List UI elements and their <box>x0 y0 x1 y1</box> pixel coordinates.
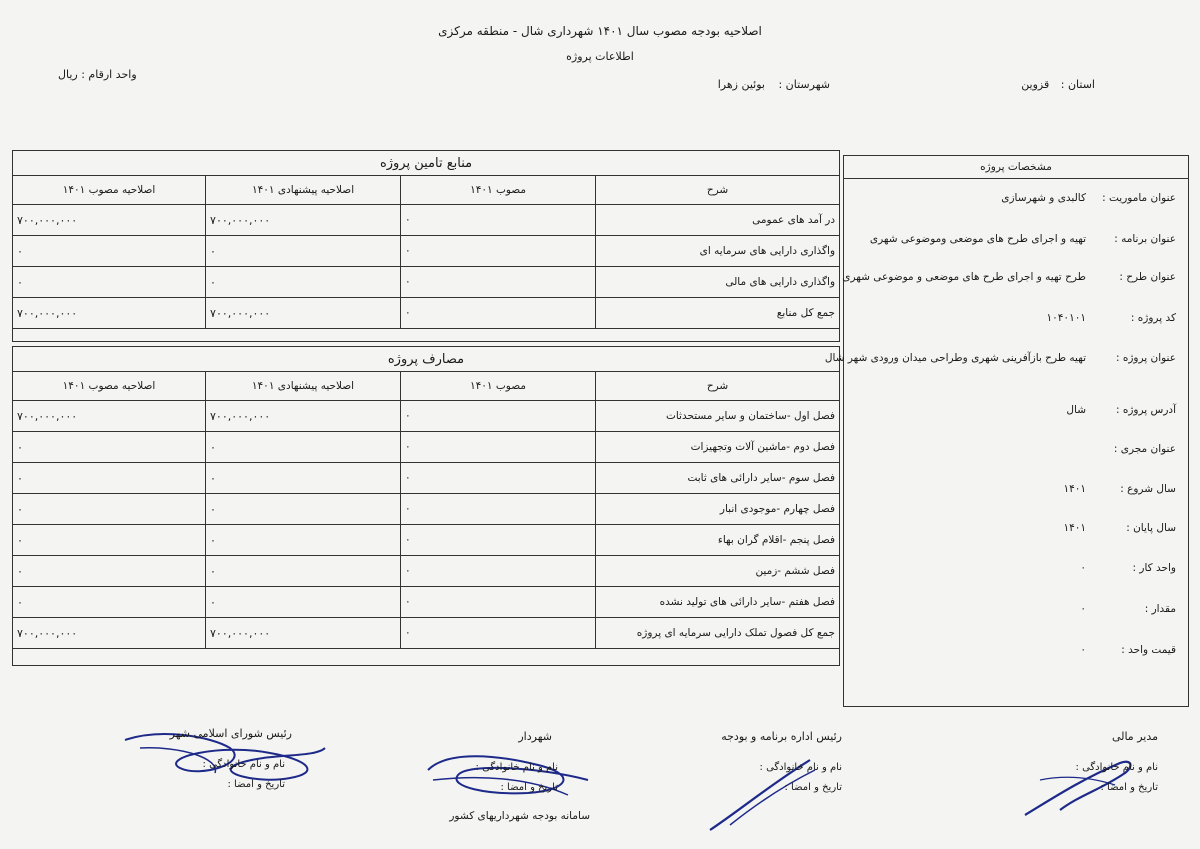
row-approved: ۰ <box>401 298 596 329</box>
sources-table <box>12 150 840 329</box>
row-description: فصل چهارم -موجودی انبار <box>596 494 840 525</box>
city-label: شهرستان : <box>778 78 830 91</box>
row-proposed: ۷۰۰,۰۰۰,۰۰۰ <box>206 298 401 329</box>
sources-caption: منابع تامین پروژه <box>13 151 840 176</box>
row-final: ۷۰۰,۰۰۰,۰۰۰ <box>13 401 206 432</box>
mali-title: مدیر مالی <box>1111 730 1158 743</box>
province-label: استان : <box>1060 78 1095 91</box>
project-detail-row <box>844 233 1188 251</box>
col-header: شرح <box>596 176 840 205</box>
row-final: ۰ <box>13 494 206 525</box>
costs-caption: مصارف پروژه <box>13 347 840 372</box>
project-detail-row <box>844 404 1188 422</box>
sources-header-row <box>13 176 840 205</box>
col-header: مصوب ۱۴۰۱ <box>401 372 596 401</box>
row-final: ۷۰۰,۰۰۰,۰۰۰ <box>13 618 206 649</box>
col-header: اصلاحیه پیشنهادی ۱۴۰۱ <box>206 176 401 205</box>
project-detail-value: شال <box>1066 404 1086 416</box>
mayor-signature-icon <box>418 745 598 805</box>
sources-row <box>13 298 840 329</box>
row-approved: ۰ <box>401 556 596 587</box>
sources-row <box>13 267 840 298</box>
row-approved: ۰ <box>401 205 596 236</box>
costs-table <box>12 346 840 649</box>
council-date: تاریخ و امضا : <box>227 779 285 790</box>
costs-row <box>13 618 840 649</box>
row-approved: ۰ <box>401 401 596 432</box>
row-description: جمع کل فصول تملک دارایی سرمایه ای پروژه <box>596 618 840 649</box>
row-final: ۰ <box>13 236 206 267</box>
costs-row <box>13 525 840 556</box>
council-name: نام و نام خانوادگی : <box>202 759 285 770</box>
project-detail-value: طرح تهیه و اجرای طرح های موضعی و موضوعی شهری <box>842 271 1086 283</box>
costs-header-row <box>13 372 840 401</box>
row-approved: ۰ <box>401 494 596 525</box>
budget-title: رئیس اداره برنامه و بودجه <box>721 730 842 743</box>
row-final: ۷۰۰,۰۰۰,۰۰۰ <box>13 298 206 329</box>
city-value: بوئین زهرا <box>717 78 765 91</box>
project-detail-label: عنوان طرح : <box>1119 271 1176 283</box>
row-description: واگذاری دارایی های مالی <box>596 267 840 298</box>
row-proposed: ۰ <box>206 525 401 556</box>
costs-row <box>13 587 840 618</box>
mayor-title: شهردار <box>518 730 552 743</box>
system-footer: سامانه بودجه شهرداریهای کشور <box>449 810 590 822</box>
row-proposed: ۰ <box>206 556 401 587</box>
project-detail-label: عنوان مجری : <box>1113 443 1176 455</box>
page-subtitle: اطلاعات پروژه <box>566 50 634 63</box>
row-approved: ۰ <box>401 525 596 556</box>
row-final: ۰ <box>13 463 206 494</box>
col-header: اصلاحیه مصوب ۱۴۰۱ <box>13 176 206 205</box>
row-description: فصل دوم -ماشین آلات وتجهیزات <box>596 432 840 463</box>
project-detail-row <box>844 603 1188 621</box>
row-approved: ۰ <box>401 618 596 649</box>
row-final: ۷۰۰,۰۰۰,۰۰۰ <box>13 205 206 236</box>
project-detail-row <box>844 312 1188 330</box>
row-approved: ۰ <box>401 587 596 618</box>
project-detail-label: عنوان ماموریت : <box>1102 192 1176 204</box>
mali-name: نام و نام خانوادگی : <box>1075 762 1158 773</box>
project-detail-value: تهیه طرح بازآفرینی شهری وطراحی میدان ورودی شهر شال <box>824 352 1086 364</box>
page-title: اصلاحیه بودجه مصوب سال ۱۴۰۱ شهرداری شال - منطقه مرکزی <box>438 24 762 38</box>
row-final: ۰ <box>13 267 206 298</box>
project-detail-row <box>844 483 1188 501</box>
project-detail-value: ۱۴۰۱ <box>1063 483 1086 495</box>
province-field <box>1021 78 1095 91</box>
project-detail-value: تهیه و اجرای طرح های موضعی وموضوعی شهری <box>869 233 1086 245</box>
mayor-name: نام و نام خانوادگی : <box>475 762 558 773</box>
project-detail-label: عنوان برنامه : <box>1114 233 1176 245</box>
project-detail-label: عنوان پروژه : <box>1115 352 1176 364</box>
row-proposed: ۷۰۰,۰۰۰,۰۰۰ <box>206 401 401 432</box>
col-header: شرح <box>596 372 840 401</box>
row-proposed: ۰ <box>206 463 401 494</box>
row-proposed: ۷۰۰,۰۰۰,۰۰۰ <box>206 205 401 236</box>
row-description: فصل اول -ساختمان و سایر مستحدثات <box>596 401 840 432</box>
project-detail-value: ۱۴۰۱ <box>1063 522 1086 534</box>
row-proposed: ۰ <box>206 267 401 298</box>
province-value: قزوین <box>1021 78 1050 91</box>
project-detail-row <box>844 522 1188 540</box>
row-final: ۰ <box>13 587 206 618</box>
sources-row <box>13 236 840 267</box>
project-detail-row <box>844 562 1188 580</box>
row-description: واگذاری دارایی های سرمایه ای <box>596 236 840 267</box>
row-approved: ۰ <box>401 267 596 298</box>
project-detail-label: واحد کار : <box>1132 562 1176 574</box>
project-detail-label: مقدار : <box>1144 603 1176 615</box>
row-proposed: ۷۰۰,۰۰۰,۰۰۰ <box>206 618 401 649</box>
row-final: ۰ <box>13 432 206 463</box>
project-detail-row <box>844 192 1188 210</box>
row-proposed: ۰ <box>206 587 401 618</box>
project-detail-row <box>844 443 1188 461</box>
project-detail-value: ۰ <box>1080 644 1086 656</box>
row-proposed: ۰ <box>206 494 401 525</box>
project-details-header: مشخصات پروژه <box>844 156 1188 179</box>
project-detail-value: کالبدی و شهرسازی <box>1001 192 1086 204</box>
row-description: فصل سوم -سایر دارائی های ثابت <box>596 463 840 494</box>
project-detail-value: ۰ <box>1080 603 1086 615</box>
row-description: در آمد های عمومی <box>596 205 840 236</box>
project-detail-label: سال پایان : <box>1126 522 1176 534</box>
col-header: اصلاحیه مصوب ۱۴۰۱ <box>13 372 206 401</box>
project-detail-row <box>844 644 1188 662</box>
project-detail-value: ۰ <box>1080 562 1086 574</box>
project-detail-label: سال شروع : <box>1120 483 1176 495</box>
row-approved: ۰ <box>401 432 596 463</box>
row-proposed: ۰ <box>206 432 401 463</box>
row-approved: ۰ <box>401 236 596 267</box>
col-header: مصوب ۱۴۰۱ <box>401 176 596 205</box>
project-detail-row <box>844 271 1188 289</box>
costs-row <box>13 556 840 587</box>
row-proposed: ۰ <box>206 236 401 267</box>
project-detail-row <box>824 352 1188 370</box>
row-final: ۰ <box>13 525 206 556</box>
mali-date: تاریخ و امضا : <box>1100 782 1158 793</box>
project-detail-label: قیمت واحد : <box>1121 644 1176 656</box>
budget-date: تاریخ و امضا : <box>784 782 842 793</box>
council-title: رئیس شورای اسلامی شهر <box>169 727 292 740</box>
project-details-panel <box>824 155 1189 707</box>
row-description: فصل پنجم -اقلام گران بهاء <box>596 525 840 556</box>
mayor-date: تاریخ و امضا : <box>500 782 558 793</box>
col-header: اصلاحیه پیشنهادی ۱۴۰۱ <box>206 372 401 401</box>
costs-row <box>13 432 840 463</box>
sources-row <box>13 205 840 236</box>
costs-row <box>13 401 840 432</box>
row-description: فصل هفتم -سایر دارائی های تولید نشده <box>596 587 840 618</box>
row-description: فصل ششم -زمین <box>596 556 840 587</box>
row-final: ۰ <box>13 556 206 587</box>
project-detail-label: کد پروژه : <box>1130 312 1176 324</box>
project-detail-label: آدرس پروژه : <box>1115 404 1176 416</box>
costs-row <box>13 463 840 494</box>
row-description: جمع کل منابع <box>596 298 840 329</box>
city-field <box>718 78 830 91</box>
costs-row <box>13 494 840 525</box>
project-detail-value: ۱۰۴۰۱۰۱ <box>1046 312 1086 324</box>
budget-name: نام و نام خانوادگی : <box>759 762 842 773</box>
row-approved: ۰ <box>401 463 596 494</box>
unit-label: واحد ارقام : ریال <box>58 68 137 81</box>
